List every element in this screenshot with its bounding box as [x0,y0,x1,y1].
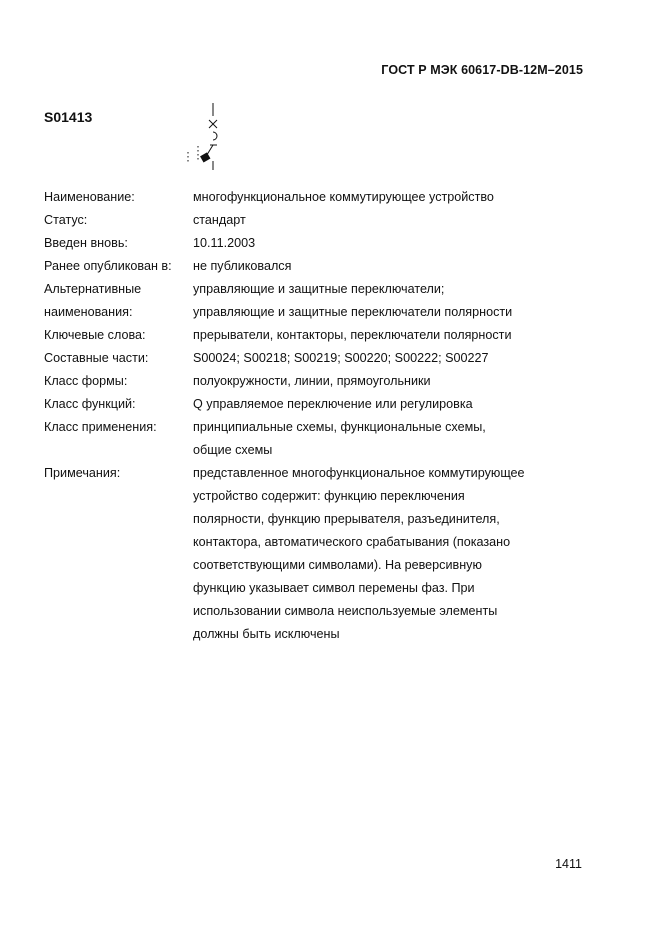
value-line: многофункциональное коммутирующее устройство [193,190,494,204]
field-label: Ключевые слова: [44,328,146,342]
field-value [193,370,584,393]
value-line: должны быть исключены [193,627,340,641]
value-line: не публиковался [193,259,292,273]
value-line: 10.11.2003 [193,236,256,250]
field-value [193,324,584,347]
field-row-alternative-names-1 [44,278,584,301]
field-value [193,393,584,416]
value-line: функцию указывает символ перемены фаз. При [193,581,475,595]
field-row-keywords [44,324,584,347]
field-label: Наименование: [44,190,135,204]
field-label: Статус: [44,213,88,227]
multifunction-switching-device-symbol-icon [180,100,240,177]
field-row-previously-published [44,255,584,278]
field-row-function-class [44,393,584,416]
field-value [193,278,584,301]
value-line: управляющие и защитные переключатели; [193,282,445,296]
field-value [193,462,584,646]
value-line: представленное многофункциональное коммутирующее [193,466,525,480]
field-value [193,186,584,209]
value-line: принципиальные схемы, функциональные схемы, [193,420,486,434]
field-value [193,232,584,255]
field-label: Примечания: [44,466,121,480]
field-label: Класс применения: [44,420,157,434]
field-value [193,347,584,370]
field-row-components [44,347,584,370]
value-line: соответствующими символами). На реверсивную [193,558,482,572]
standard-designation: ГОСТ Р МЭК 60617-DB-12M–2015 [381,63,583,77]
page-number: 1411 [555,857,582,871]
field-label: Класс функций: [44,397,136,411]
value-line: S00024; S00218; S00219; S00220; S00222; S00227 [193,351,489,365]
field-row-application-class [44,416,584,462]
value-line: прерыватели, контакторы, переключатели полярности [193,328,512,342]
value-line: использовании символа неиспользуемые элементы [193,604,498,618]
field-row-introduced [44,232,584,255]
symbol-code: S01413 [44,109,93,125]
value-line: полярности, функцию прерывателя, разъединителя, [193,512,500,526]
field-row-alternative-names-2 [44,301,584,324]
field-value [193,255,584,278]
value-line: контактора, автоматического срабатывания (показано [193,535,511,549]
value-line: Q управляемое переключение или регулировка [193,397,473,411]
field-value [193,209,584,232]
field-row-notes [44,462,584,646]
field-label: Составные части: [44,351,149,365]
field-row-name [44,186,584,209]
attributes-table [44,186,584,646]
value-line: стандарт [193,213,246,227]
field-label: Альтернативные [44,282,142,296]
value-line: общие схемы [193,443,273,457]
field-value [193,416,584,462]
field-row-status [44,209,584,232]
value-line: полуокружности, линии, прямоугольники [193,374,431,388]
field-label: Ранее опубликован в: [44,259,172,273]
field-value [193,301,584,324]
value-line: управляющие и защитные переключатели полярности [193,305,513,319]
field-label: наименования: [44,305,133,319]
field-row-shape-class [44,370,584,393]
value-line: устройство содержит: функцию переключения [193,489,465,503]
field-label: Введен вновь: [44,236,128,250]
field-label: Класс формы: [44,374,128,388]
